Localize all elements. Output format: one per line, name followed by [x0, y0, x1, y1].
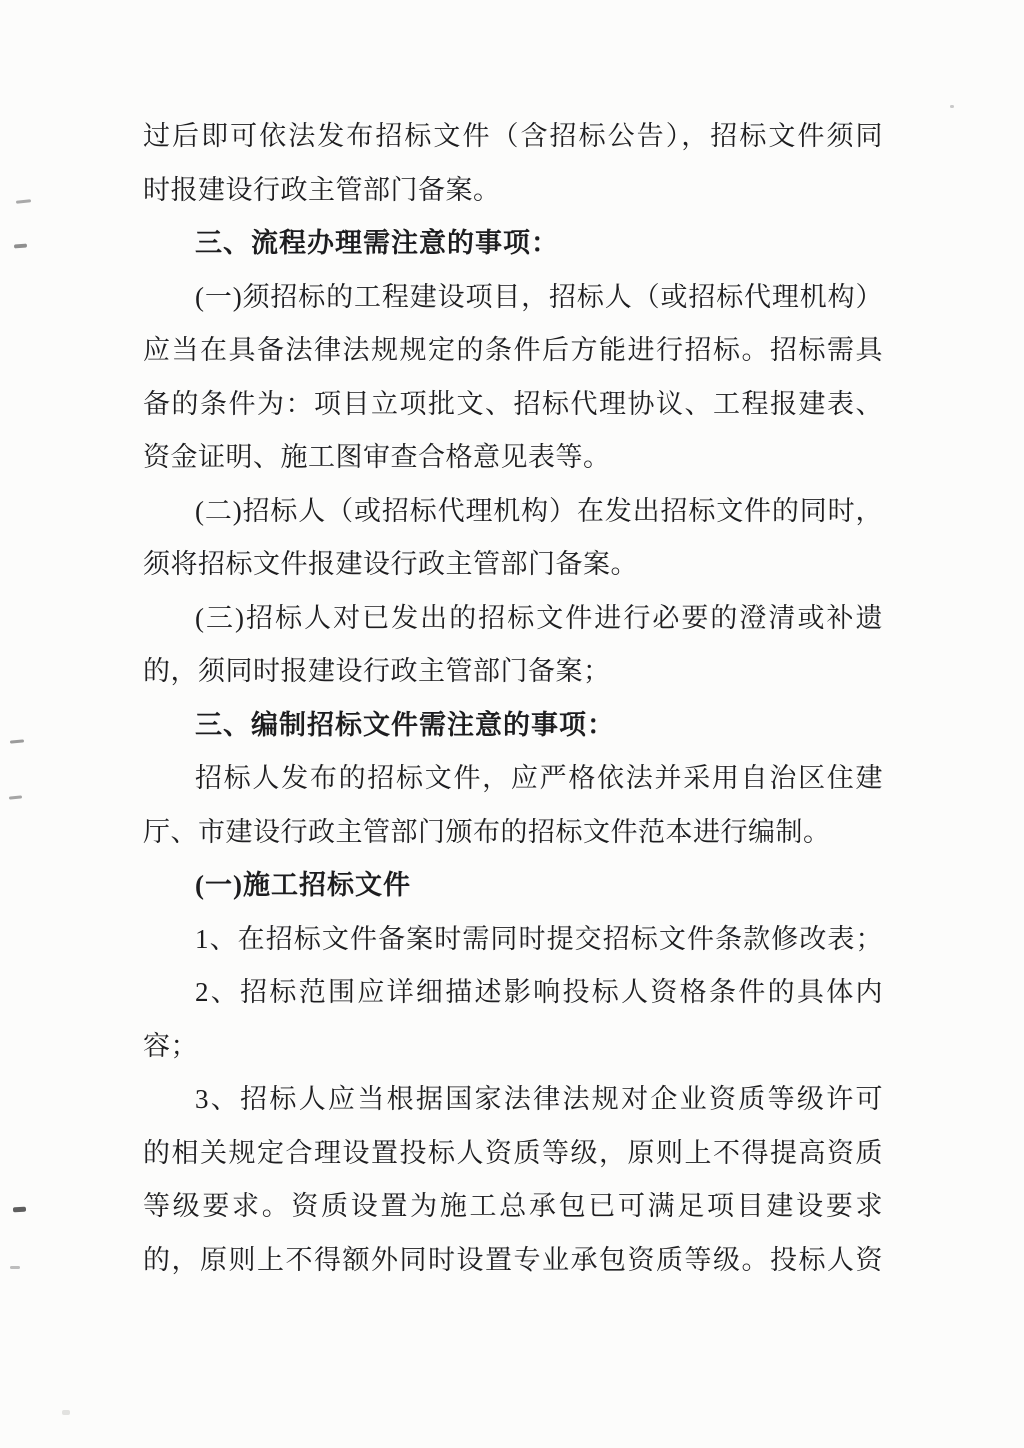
body-line: 资金证明、施工图审查合格意见表等。: [143, 442, 611, 472]
body-line: (一)须招标的工程建设项目，招标人（或招标代理机构）: [195, 281, 883, 312]
body-line: 2、招标范围应详细描述影响投标人资格条件的具体内: [195, 977, 883, 1007]
body-line: 的，须同时报建设行政主管部门备案；: [143, 656, 611, 686]
body-line: 应当在具备法律法规规定的条件后方能进行招标。招标需具: [143, 335, 883, 365]
body-line: 等级要求。资质设置为施工总承包已可满足项目建设要求: [143, 1191, 883, 1221]
body-line: 的相关规定合理设置投标人资质等级，原则上不得提高资质: [143, 1137, 883, 1168]
scan-mark: [14, 244, 27, 249]
heading-construction-bid-doc: (一)施工招标文件: [195, 870, 411, 900]
body-line: 备的条件为：项目立项批文、招标代理协议、工程报建表、: [143, 388, 883, 419]
scan-mark: [9, 795, 22, 799]
body-line: 厅、市建设行政主管部门颁布的招标文件范本进行编制。: [143, 816, 831, 847]
body-line: 须将招标文件报建设行政主管部门备案。: [143, 549, 638, 579]
body-line: (三)招标人对已发出的招标文件进行必要的澄清或补遗: [195, 602, 883, 633]
heading-document-items: 三、编制招标文件需注意的事项：: [195, 709, 615, 740]
heading-process-items: 三、流程办理需注意的事项：: [195, 228, 559, 258]
scan-mark: [950, 105, 954, 108]
scan-mark: [10, 1266, 20, 1269]
body-line: 3、招标人应当根据国家法律法规对企业资质等级许可: [195, 1084, 883, 1114]
scan-mark: [13, 1207, 26, 1213]
body-line: 容；: [143, 1030, 198, 1061]
body-line: 的，原则上不得额外同时设置专业承包资质等级。投标人资: [143, 1244, 883, 1275]
body-line: (二)招标人（或招标代理机构）在发出招标文件的同时，: [195, 495, 883, 526]
body-line: 过后即可依法发布招标文件（含招标公告），招标文件须同: [143, 121, 883, 151]
scan-mark: [10, 739, 24, 743]
body-line: 时报建设行政主管部门备案。: [143, 174, 501, 205]
scan-mark: [16, 199, 31, 204]
body-line: 招标人发布的招标文件，应严格依法并采用自治区住建: [195, 763, 883, 793]
body-line: 1、在招标文件备案时需同时提交招标文件条款修改表；: [195, 923, 883, 954]
scan-mark: [62, 1410, 70, 1415]
document-text-block: [143, 110, 883, 1287]
